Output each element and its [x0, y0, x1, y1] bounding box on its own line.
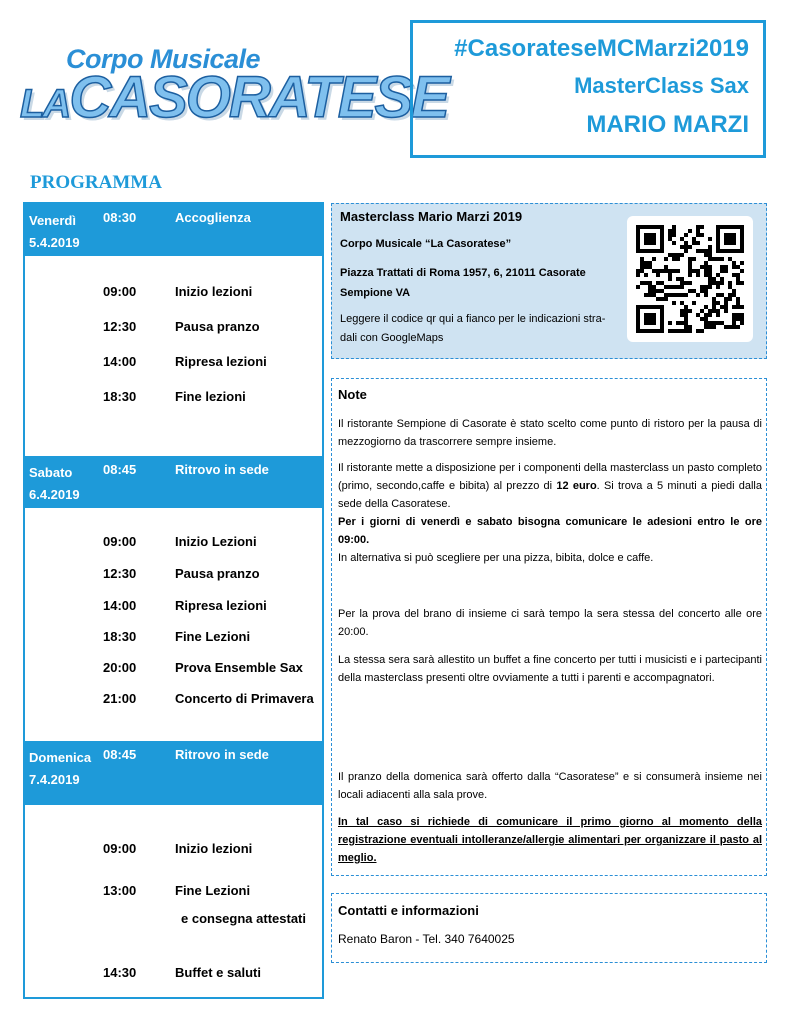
title-course: MasterClass Sax — [574, 73, 749, 98]
info-address-line2: Sempione VA — [340, 287, 411, 299]
section-title: PROGRAMMA — [30, 172, 162, 193]
note-paragraph-2: Il ristorante mette a disposizione per i componenti della masterclass un pasto completo (primo, secondo,caffe e bibita) al prezzo di 12 euro. Si trova a 5 minuti a piedi dalla sede della Casoratese. Per i giorni di venerdì e sabato bisogna comunicare le adesioni entro le ore 09:00. In alternativa si può scegliere per una pizza, bibita, dolce e caffe. — [338, 462, 762, 564]
title-hashtag: #CasorateseMCMarzi2019 — [454, 35, 749, 62]
contact-title: Contatti e informazioni — [338, 903, 479, 918]
info-qr-instructions: Leggere il codice qr qui a fianco per le indicazioni stra- dali con GoogleMaps — [340, 313, 606, 344]
masterclass-info-box — [331, 203, 767, 359]
day-activity: Ritrovo in sede — [175, 462, 269, 477]
title-teacher: MARIO MARZI — [586, 111, 749, 138]
note-title: Note — [338, 387, 367, 402]
contact-details: Renato Baron - Tel. 340 7640025 — [338, 932, 515, 946]
day-header-saturday — [25, 456, 322, 508]
info-title: Masterclass Mario Marzi 2019 — [340, 209, 523, 224]
day-label: Domenica 7.4.2019 — [29, 750, 92, 787]
logo-subtitle: Corpo Musicale — [66, 44, 261, 74]
schedule-panel: Venerdì 5.4.2019 08:30 Accoglienza 09:00 Inizio lezioni 12:30 Pausa pranzo 14:00 Ripresa lezioni 18:30 Fine lezioni Sabato 6.4.2019 08:45 Ritrovo in sede 09:00 Inizio Lezioni 12:30 Pausa pranzo 14:00 Ripresa lezioni 18:30 Fine Lezioni 20:00 Prova Ensemble Sax 21:00 Concerto di Primavera Domenica 7.4.2019 08:45 Ritrovo in sede 09:00 Inizio lezioni 13:00 Fine Lezioni e consegna attestati 14:30 Buffet e saluti — [23, 202, 324, 999]
day-header-friday — [25, 204, 322, 256]
day-time: 08:45 — [103, 462, 137, 477]
note-paragraph-6: In tal caso si richiede di comunicare il primo giorno al momento della registrazione eventuali intolleranze/allergie alimentari per organizzare il pasto al meglio. — [338, 816, 762, 864]
note-box — [331, 378, 767, 876]
note-paragraph-5: Il pranzo della domenica sarà offerto dalla “Casoratese” e si consumerà insieme nei locali adiacenti alla sala prove. — [338, 771, 762, 801]
info-address-line1: Piazza Trattati di Roma 1957, 6, 21011 Casorate — [340, 267, 586, 279]
note-paragraph-4: La stessa sera sarà allestito un buffet a fine concerto per tutti i musicisti e i partecipanti della masterclass presenti oltre ovviamente a tutti i parenti e accompagnatori. — [338, 654, 762, 684]
logo-name: CASORATESE — [69, 65, 448, 130]
day-header-sunday — [25, 741, 322, 805]
day-time: 08:45 — [103, 747, 137, 762]
day-label: Sabato 6.4.2019 — [29, 465, 80, 502]
day-activity: Ritrovo in sede — [175, 747, 269, 762]
logo — [20, 44, 448, 136]
logo-main — [20, 65, 448, 134]
title-box — [410, 20, 766, 158]
qr-code-icon[interactable] — [627, 216, 753, 342]
note-paragraph-1: Il ristorante Sempione di Casorate è stato scelto come punto di ristoro per la pausa di mezzogiorno da trascorrere sempre insieme. — [338, 418, 762, 448]
day-activity: Accoglienza — [175, 210, 251, 225]
info-organization: Corpo Musicale “La Casoratese” — [340, 238, 512, 250]
day-time: 08:30 — [103, 210, 137, 225]
contact-box — [331, 893, 767, 963]
day-label: Venerdì 5.4.2019 — [29, 213, 80, 250]
logo-prefix: LA — [20, 82, 70, 126]
note-paragraph-3: Per la prova del brano di insieme ci sarà tempo la sera stessa del concerto alle ore 20:00. — [338, 608, 762, 638]
